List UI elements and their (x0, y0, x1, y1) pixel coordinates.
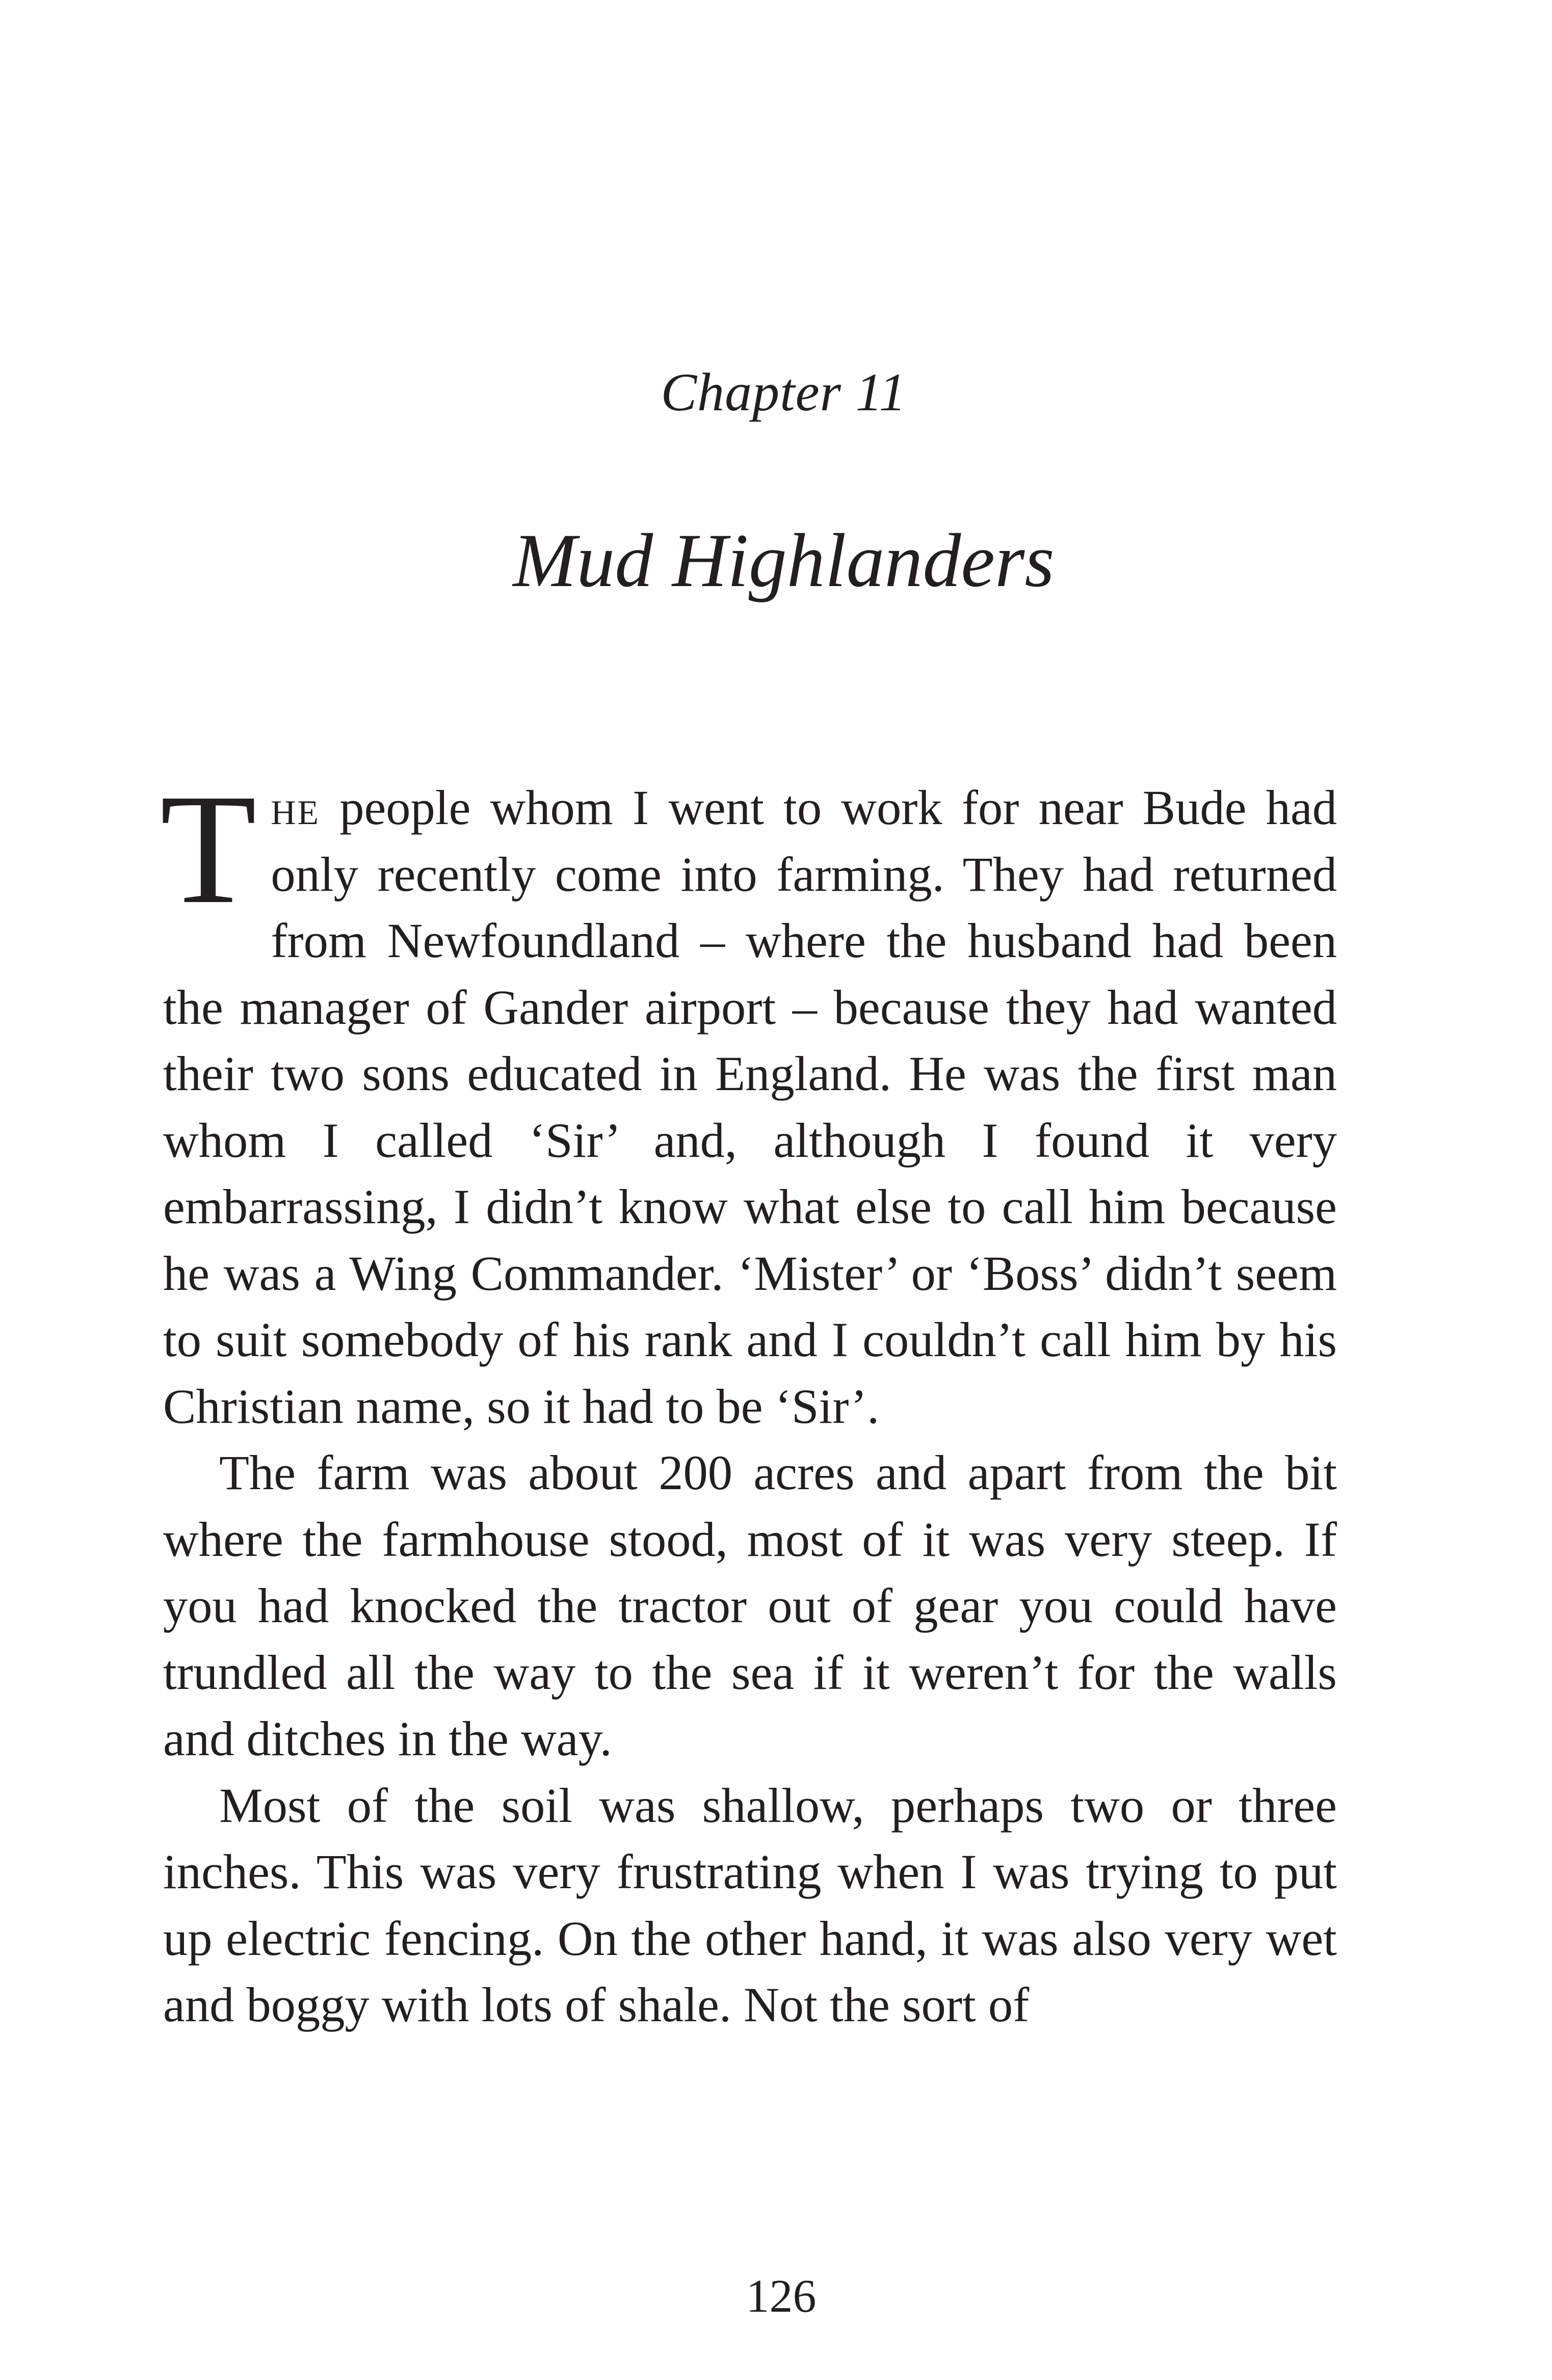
opening-small-caps: he (271, 780, 321, 835)
body-text (160, 762, 1337, 2039)
page-number: 126 (746, 2270, 817, 2322)
paragraph-3: Most of the soil was shallow, perhaps two or three inches. This was very frustrating when I was trying to put up electric fencing. On the other hand, it was also very wet and boggy with lots of shale. Not the sort of (163, 1778, 1337, 2032)
chapter-number: Chapter 11 (661, 362, 907, 422)
paragraph-2: The farm was about 200 acres and apart from the bit where the farmhouse stood, most of it was very steep. If you had knocked the tractor out of gear you could have trundled all the way to the sea if it weren’t for the walls and ditches in the way. (163, 1445, 1337, 1766)
drop-cap: T (160, 762, 257, 937)
paragraph-1 (160, 762, 1337, 1440)
chapter-title: Mud Highlanders (513, 518, 1055, 603)
paragraph-1-text: people whom I went to work for near Bude had only recently come into farming. They had returned from Newfoundland – where the husband had been the manager of Gander airport – because they had wanted their two sons educated in England. He was the first man whom I called ‘Sir’ and, although I found it very embarrassing, I didn’t know what else to call him because he was a Wing Commander. ‘Mister’ or ‘Boss’ didn’t seem to suit somebody of his rank and I couldn’t call him by his Christian name, so it had to be ‘Sir’. (163, 780, 1337, 1434)
